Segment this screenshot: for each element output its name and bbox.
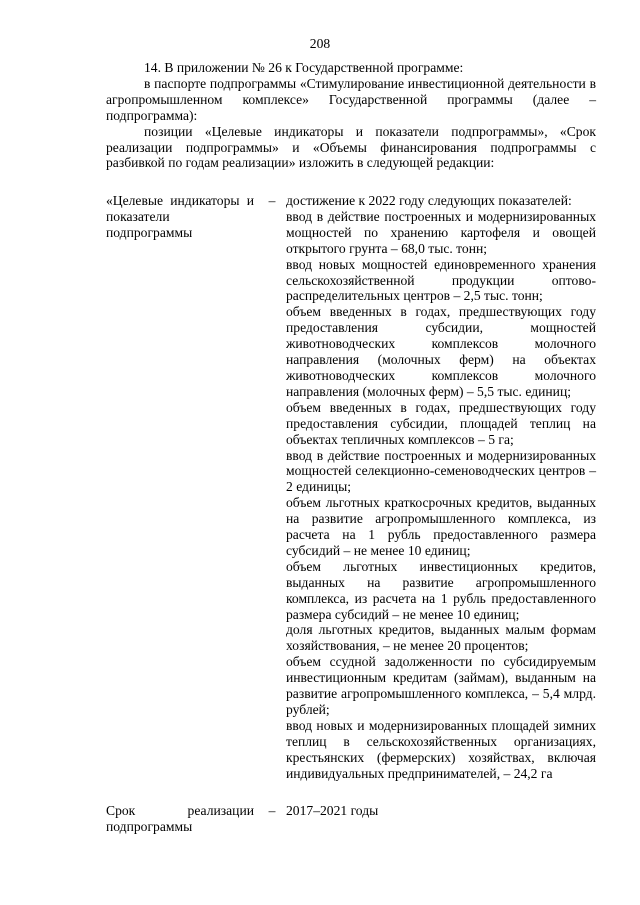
row-value-indicators — [286, 193, 596, 782]
indicator-item: ввод в действие построенных и модернизированных мощностей селекционно-семеноводческих центров – 2 единицы; — [286, 447, 596, 495]
intro-paragraph: в паспорте подпрограммы «Стимулирование инвестиционной деятельности в агропромышленном комплексе» Государственной программы (далее – подпрограмма): — [106, 75, 596, 123]
indicator-item: ввод новых и модернизированных площадей зимних теплиц в сельскохозяйственных организациях, крестьянских (фермерских) хозяйствах, включая индивидуальных предпринимателей, – 24,2 га — [286, 717, 596, 781]
page-number: 208 — [309, 36, 331, 51]
indicator-item: объем введенных в годах, предшествующих году предоставления субсидии, площадей теплиц на объектах тепличных комплексов – 5 га; — [286, 399, 596, 447]
indicator-item: объем льготных инвестиционных кредитов, выданных на развитие агропромышленного комплекса, из расчета на 1 рубль предоставленного размера субсидий – не менее 10 единиц; — [286, 558, 596, 622]
intro-paragraph: позиции «Целевые индикаторы и показатели подпрограммы», «Срок реализации подпрограммы» и «Объемы финансирования подпрограммы с разбивкой по годам реализации» изложить в следующей редакции: — [106, 123, 596, 171]
indicator-item: достижение к 2022 году следующих показателей: — [286, 193, 572, 208]
period-value: 2017–2021 годы — [286, 803, 379, 818]
indicator-item: доля льготных кредитов, выданных малым формам хозяйствования, – не менее 20 процентов; — [286, 622, 596, 654]
indicator-item: объем ссудной задолженности по субсидируемым инвестиционным кредитам (займам), выданным на развитие агропромышленного комплекса, – 5,4 млрд. рублей; — [286, 654, 596, 717]
row-dash: – — [268, 193, 276, 208]
intro-paragraph: 14. В приложении № 26 к Государственной программе: — [144, 60, 464, 75]
indicator-item: ввод в действие построенных и модернизированных мощностей по хранению картофеля и овощей открытого грунта – 68,0 тыс. тонн; — [286, 208, 596, 256]
indicator-item: объем введенных в годах, предшествующих году предоставления субсидии, мощностей животноводческих комплексов молочного направления (молочных ферм) на объектах животноводческих комплексов молочного направления (молочных ферм) – 5,5 тыс. единиц; — [286, 304, 596, 399]
row-value-period — [286, 803, 596, 819]
intro-text — [106, 60, 596, 171]
indicator-item: ввод новых мощностей единовременного хранения сельскохозяйственной продукции оптово-распределительных центров – 2,5 тыс. тонн; — [286, 256, 596, 304]
row-label-indicators: «Целевые индикаторы и показатели подпрограммы — [106, 193, 254, 240]
row-label-period: Срок реализации подпрограммы — [106, 803, 254, 834]
indicator-item: объем льготных краткосрочных кредитов, выданных на развитие агропромышленного комплекса, из расчета на 1 рубль предоставленного размера субсидий – не менее 10 единиц; — [286, 495, 596, 558]
row-dash: – — [268, 803, 276, 818]
